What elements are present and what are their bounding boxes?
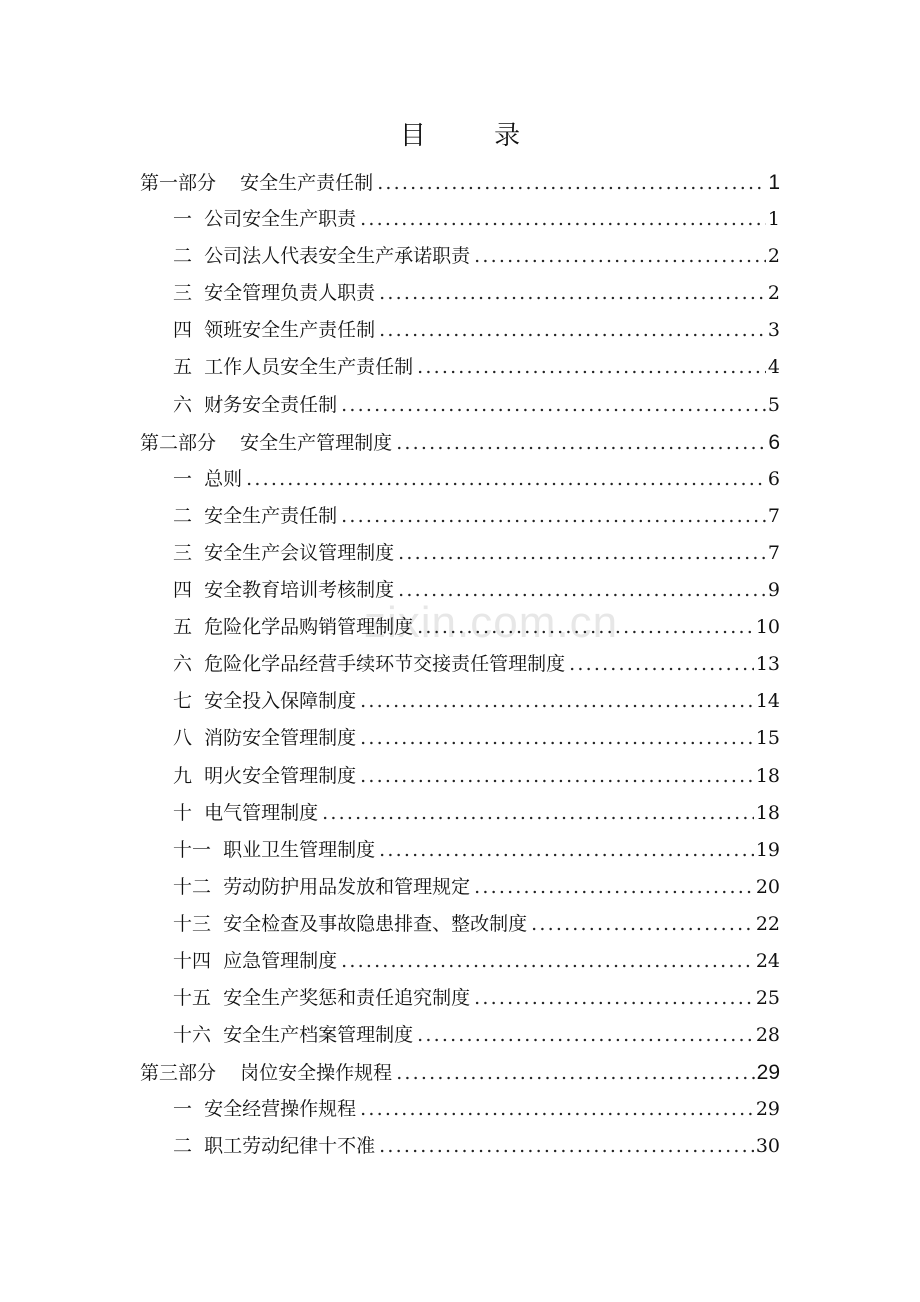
- toc-section-entry[interactable]: [140, 535, 780, 572]
- toc-section-entry[interactable]: [140, 906, 780, 943]
- toc-section-entry[interactable]: [140, 980, 780, 1017]
- toc-entry-number: 五: [173, 356, 205, 379]
- toc-page-number: 5: [767, 393, 780, 416]
- toc-page-number: 29: [755, 1098, 780, 1121]
- toc-section-entry[interactable]: [140, 387, 780, 424]
- toc-entry-number: 四: [173, 579, 205, 602]
- toc-page-number: 18: [755, 764, 780, 787]
- toc-dot-leader: [417, 349, 766, 386]
- toc-page-number: 18: [755, 801, 780, 824]
- toc-section-entry[interactable]: [140, 201, 780, 238]
- toc-dot-leader: [398, 535, 766, 572]
- toc-dot-leader: [379, 312, 766, 349]
- toc-section-entry[interactable]: [140, 683, 780, 720]
- table-of-contents: [140, 164, 780, 1166]
- toc-section-entry[interactable]: [140, 238, 780, 275]
- toc-section-entry[interactable]: [140, 609, 780, 646]
- toc-entry-number: 十二: [173, 875, 224, 898]
- toc-dot-leader: [379, 275, 766, 312]
- toc-page-number: 25: [755, 987, 780, 1010]
- toc-section-entry[interactable]: [140, 312, 780, 349]
- toc-entry-title: 安全生产管理制度: [240, 431, 393, 454]
- toc-entry-number: 十三: [173, 912, 224, 935]
- toc-page-number: 1: [768, 171, 780, 194]
- toc-entry-title: 电气管理制度: [204, 801, 319, 824]
- toc-entry-title: 财务安全责任制: [204, 393, 338, 416]
- toc-entry-title: 明火安全管理制度: [204, 764, 357, 787]
- page-title: 目 录: [399, 121, 551, 151]
- toc-entry-number: 十五: [173, 987, 224, 1010]
- toc-entry-number: 七: [173, 690, 205, 713]
- toc-dot-leader: [474, 238, 766, 275]
- toc-entry-number: 十六: [173, 1024, 224, 1047]
- toc-section-entry[interactable]: [140, 275, 780, 312]
- toc-page-number: 2: [767, 282, 780, 305]
- toc-section-entry[interactable]: [140, 758, 780, 795]
- toc-entry-title: 安全生产会议管理制度: [204, 541, 395, 564]
- toc-entry-number: 第三部分: [140, 1062, 241, 1085]
- toc-dot-leader: [360, 683, 754, 720]
- toc-part-entry[interactable]: [140, 164, 780, 201]
- toc-dot-leader: [341, 387, 766, 424]
- toc-section-entry[interactable]: [140, 498, 780, 535]
- toc-entry-title: 安全管理负责人职责: [204, 282, 376, 305]
- toc-dot-leader: [360, 758, 754, 795]
- toc-dot-leader: [360, 720, 754, 757]
- toc-entry-number: 一: [173, 467, 205, 490]
- toc-entry-number: 十: [173, 801, 205, 824]
- toc-dot-leader: [569, 646, 754, 683]
- toc-page-number: 6: [767, 467, 780, 490]
- toc-dot-leader: [531, 906, 754, 943]
- toc-entry-number: 第二部分: [140, 431, 241, 454]
- toc-page-number: 24: [755, 949, 780, 972]
- toc-section-entry[interactable]: [140, 795, 780, 832]
- toc-page-number: 3: [767, 319, 780, 342]
- toc-entry-title: 应急管理制度: [223, 949, 338, 972]
- toc-section-entry[interactable]: [140, 349, 780, 386]
- toc-dot-leader: [341, 498, 766, 535]
- toc-dot-leader: [360, 201, 766, 238]
- toc-page-number: 19: [755, 838, 780, 861]
- toc-section-entry[interactable]: [140, 1091, 780, 1128]
- toc-entry-number: 二: [173, 245, 205, 268]
- toc-entry-number: 六: [173, 653, 205, 676]
- toc-entry-number: 八: [173, 727, 205, 750]
- toc-entry-title: 岗位安全操作规程: [240, 1062, 393, 1085]
- toc-dot-leader: [322, 795, 754, 832]
- toc-page-number: 29: [756, 1061, 780, 1085]
- toc-entry-title: 消防安全管理制度: [204, 727, 357, 750]
- toc-section-entry[interactable]: [140, 572, 780, 609]
- toc-entry-number: 二: [173, 1135, 205, 1158]
- toc-entry-title: 安全生产责任制: [204, 504, 338, 527]
- toc-entry-number: 三: [173, 282, 205, 305]
- toc-entry-title: 安全经营操作规程: [204, 1098, 357, 1121]
- toc-entry-number: 六: [173, 393, 205, 416]
- toc-section-entry[interactable]: [140, 720, 780, 757]
- toc-entry-title: 安全生产奖惩和责任追究制度: [223, 987, 471, 1010]
- toc-dot-leader: [377, 165, 766, 202]
- toc-section-entry[interactable]: [140, 1128, 780, 1165]
- toc-entry-title: 职工劳动纪律十不准: [204, 1135, 376, 1158]
- toc-part-entry[interactable]: [140, 424, 780, 461]
- toc-entry-number: 九: [173, 764, 205, 787]
- toc-dot-leader: [360, 1091, 754, 1128]
- toc-entry-title: 总则: [204, 467, 243, 490]
- toc-dot-leader: [398, 572, 766, 609]
- toc-entry-number: 二: [173, 504, 205, 527]
- toc-page-number: 10: [755, 616, 780, 639]
- toc-dot-leader: [396, 1055, 754, 1092]
- toc-page-number: 15: [755, 727, 780, 750]
- toc-dot-leader: [417, 1017, 754, 1054]
- toc-dot-leader: [474, 980, 754, 1017]
- toc-entry-number: 十四: [173, 949, 224, 972]
- toc-section-entry[interactable]: [140, 461, 780, 498]
- toc-page-number: 9: [767, 579, 780, 602]
- toc-entry-number: 一: [173, 1098, 205, 1121]
- toc-page-number: 2: [767, 245, 780, 268]
- toc-section-entry[interactable]: [140, 832, 780, 869]
- toc-dot-leader: [417, 609, 754, 646]
- toc-entry-title: 危险化学品购销管理制度: [204, 616, 414, 639]
- toc-entry-title: 劳动防护用品发放和管理规定: [223, 875, 471, 898]
- toc-entry-number: 第一部分: [140, 172, 241, 194]
- toc-entry-title: 安全检查及事故隐患排查、整改制度: [223, 912, 528, 935]
- toc-page-number: 14: [755, 690, 780, 713]
- toc-entry-title: 工作人员安全生产责任制: [204, 356, 414, 379]
- toc-dot-leader: [379, 832, 754, 869]
- toc-section-entry[interactable]: [140, 646, 780, 683]
- toc-page-number: 4: [767, 356, 780, 379]
- toc-part-entry[interactable]: [140, 1054, 780, 1091]
- toc-entry-title: 职业卫生管理制度: [223, 838, 376, 861]
- toc-dot-leader: [396, 425, 766, 462]
- toc-page-number: 1: [767, 208, 780, 231]
- toc-entry-number: 四: [173, 319, 205, 342]
- toc-dot-leader: [379, 1128, 754, 1165]
- toc-dot-leader: [474, 869, 754, 906]
- toc-page-number: 7: [767, 541, 780, 564]
- toc-page-number: 13: [755, 653, 780, 676]
- toc-section-entry[interactable]: [140, 1017, 780, 1054]
- toc-page-number: 30: [755, 1135, 780, 1158]
- toc-entry-title: 安全投入保障制度: [204, 690, 357, 713]
- toc-entry-title: 公司法人代表安全生产承诺职责: [204, 245, 471, 268]
- toc-entry-title: 安全生产档案管理制度: [223, 1024, 414, 1047]
- toc-section-entry[interactable]: [140, 943, 780, 980]
- toc-entry-number: 一: [173, 208, 205, 231]
- toc-page-number: 6: [768, 430, 780, 454]
- toc-page-number: 28: [755, 1024, 780, 1047]
- toc-page-number: 20: [755, 875, 780, 898]
- toc-page-number: 7: [767, 504, 780, 527]
- watermark: zixin.com.cn: [364, 598, 619, 647]
- toc-entry-number: 五: [173, 616, 205, 639]
- toc-section-entry[interactable]: [140, 869, 780, 906]
- toc-page-number: 22: [755, 912, 780, 935]
- toc-entry-title: 安全生产责任制: [240, 172, 374, 194]
- toc-entry-title: 危险化学品经营手续环节交接责任管理制度: [204, 653, 566, 676]
- toc-dot-leader: [246, 461, 766, 498]
- toc-entry-title: 领班安全生产责任制: [204, 319, 376, 342]
- toc-entry-title: 公司安全生产职责: [204, 208, 357, 231]
- toc-entry-title: 安全教育培训考核制度: [204, 579, 395, 602]
- toc-dot-leader: [341, 943, 754, 980]
- toc-entry-number: 三: [173, 541, 205, 564]
- toc-entry-number: 十一: [173, 838, 224, 861]
